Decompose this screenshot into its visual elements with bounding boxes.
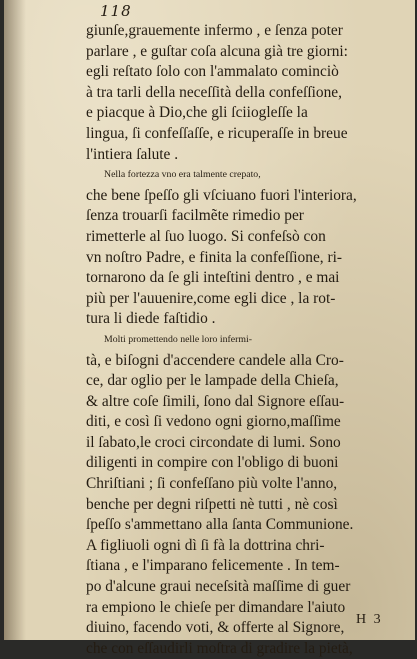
text-line: Nella fortezza vno era talmente crepato, bbox=[104, 169, 261, 181]
paragraph bbox=[86, 330, 404, 659]
text-line: ce, dar oglio per le lampade della Chieſa, bbox=[86, 372, 339, 390]
text-line: tà, e biſogni d'accendere candele alla Cro- bbox=[86, 351, 344, 369]
page-number: 118 bbox=[100, 2, 132, 20]
text-line: ſenza trouarſi facilmẽte rimedio per bbox=[86, 207, 304, 225]
text-line: giunſe,grauemente infermo , e ſenza poter bbox=[86, 22, 343, 39]
text-line: ſpeſſo s'ammettano alla ſanta Communione. bbox=[86, 516, 354, 534]
text-line: ra empiono le chieſe per dimandare l'aiuto bbox=[86, 598, 346, 616]
paragraph bbox=[86, 21, 404, 165]
text-line: benche per degni riſpetti nè tutti , nè così bbox=[86, 495, 338, 513]
body-text bbox=[86, 21, 404, 659]
paragraph bbox=[86, 165, 404, 330]
text-line: egli reſtato ſolo con l'ammalato cominciò bbox=[86, 63, 339, 81]
text-line: diuino, facendo voti, & offerte al Signore, bbox=[86, 619, 345, 637]
text-line: l'intiera ſalute . bbox=[86, 145, 179, 163]
text-line: diti, e così ſi vedono ogni giorno,maſſime bbox=[86, 413, 341, 431]
page-gutter-shadow bbox=[4, 0, 26, 640]
text-line: diligenti in compire con l'obligo di buoni bbox=[86, 454, 339, 472]
text-line: à tra tarli della neceſſità della confeſſione, bbox=[86, 83, 342, 101]
text-line: tura li diede faſtidio . bbox=[86, 310, 216, 328]
text-line: po d'alcune graui neceſsità maſſime di guer bbox=[86, 578, 351, 596]
text-line: che con eſſaudirli moſtra di gradire la pietà, bbox=[86, 639, 353, 657]
text-line: che bene ſpeſſo gli vſciuano fuori l'interiora, bbox=[86, 186, 357, 204]
text-line: A figliuoli ogni dì ſi fà la dottrina chri- bbox=[86, 536, 325, 554]
book-page bbox=[4, 0, 415, 657]
text-line: Molti promettendo nelle loro infermi- bbox=[104, 333, 253, 345]
text-line: vn noſtro Padre, e finita la confeſſione, ri- bbox=[86, 248, 342, 266]
text-line: il ſabato,le croci circondate di lumi. Sono bbox=[86, 433, 341, 451]
text-line: lingua, ſi confeſſaſſe, e ricuperaſſe in breue bbox=[86, 124, 348, 142]
signature-mark: H 3 bbox=[356, 612, 383, 627]
text-line: ſtiana , e l'imparano felicemente . In tem- bbox=[86, 557, 340, 575]
text-line: parlare , e guſtar coſa alcuna già tre giorni: bbox=[86, 42, 348, 60]
text-line: e piacque à Dio,che gli ſciiogleſſe la bbox=[86, 104, 308, 122]
text-line: tornarono da ſe gli inteſtini dentro , e mai bbox=[86, 269, 340, 287]
text-line: più per l'auuenire,come egli dice , la rot- bbox=[86, 289, 336, 307]
text-line: & altre coſe ſimili, ſono dal Signore eſſau- bbox=[86, 392, 345, 410]
text-line: Chriſtiani ; ſi confeſſano più volte l'anno, bbox=[86, 475, 338, 493]
text-line: rimetterle al ſuo luogo. Si confeſsò con bbox=[86, 227, 326, 245]
